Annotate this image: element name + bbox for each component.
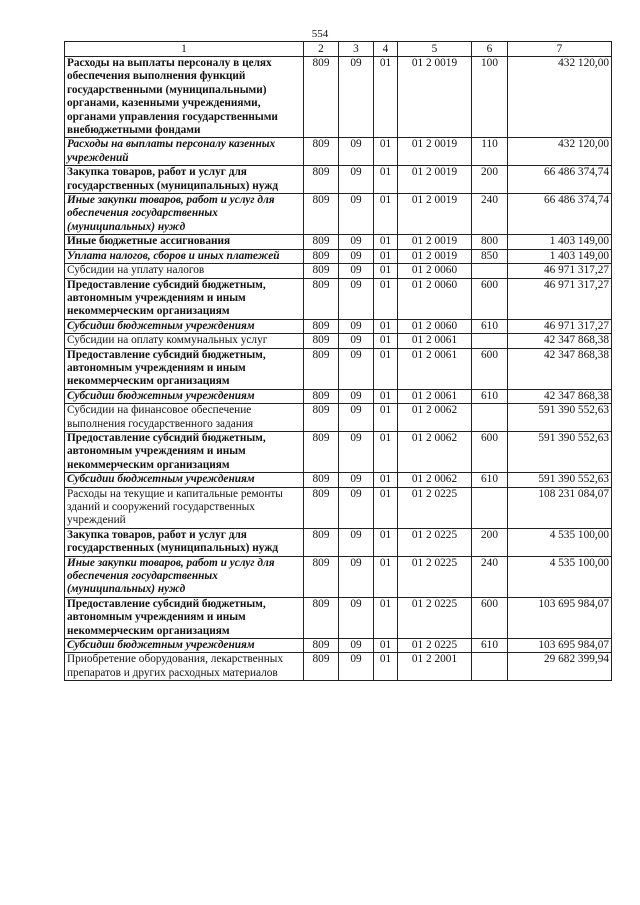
row-name-cell: Иные закупки товаров, работ и услуг для обеспечения государственных (муниципальных) нужд bbox=[65, 194, 304, 235]
row-sum-cell: 66 486 374,74 bbox=[508, 166, 612, 194]
row-ved-cell: 809 bbox=[304, 57, 339, 138]
table-row bbox=[65, 404, 612, 432]
row-ved-cell: 809 bbox=[304, 264, 339, 278]
row-csr-cell: 01 2 0062 bbox=[398, 431, 472, 472]
row-ved-cell: 809 bbox=[304, 404, 339, 432]
row-csr-cell: 01 2 0225 bbox=[398, 528, 472, 556]
row-csr-cell: 01 2 0225 bbox=[398, 597, 472, 638]
row-vr-cell: 600 bbox=[472, 348, 508, 389]
row-sum-cell: 46 971 317,27 bbox=[508, 278, 612, 319]
row-csr-cell: 01 2 0225 bbox=[398, 487, 472, 528]
row-name-cell: Субсидии на оплату коммунальных услуг bbox=[65, 334, 304, 348]
table-row bbox=[65, 597, 612, 638]
row-csr-cell: 01 2 0060 bbox=[398, 264, 472, 278]
row-pr-cell: 01 bbox=[374, 319, 398, 333]
row-name-cell: Приобретение оборудования, лекарственных препаратов и других расходных материалов bbox=[65, 653, 304, 681]
table-row bbox=[65, 249, 612, 263]
row-csr-cell: 01 2 0019 bbox=[398, 194, 472, 235]
row-sum-cell: 29 682 399,94 bbox=[508, 653, 612, 681]
row-sum-cell: 108 231 084,07 bbox=[508, 487, 612, 528]
table-row bbox=[65, 166, 612, 194]
row-name-cell: Предоставление субсидий бюджетным, автономным учреждениям и иным некоммерческим организациям bbox=[65, 431, 304, 472]
table-row bbox=[65, 319, 612, 333]
row-name-cell: Расходы на выплаты персоналу казенных учреждений bbox=[65, 138, 304, 166]
row-ved-cell: 809 bbox=[304, 166, 339, 194]
row-pr-cell: 01 bbox=[374, 473, 398, 487]
budget-table bbox=[64, 41, 612, 681]
row-csr-cell: 01 2 0062 bbox=[398, 404, 472, 432]
row-rz-cell: 09 bbox=[339, 348, 374, 389]
header-row bbox=[65, 42, 612, 57]
row-name-cell: Закупка товаров, работ и услуг для государственных (муниципальных) нужд bbox=[65, 528, 304, 556]
row-pr-cell: 01 bbox=[374, 597, 398, 638]
row-csr-cell: 01 2 0225 bbox=[398, 639, 472, 653]
row-sum-cell: 432 120,00 bbox=[508, 57, 612, 138]
header-col-5: 5 bbox=[398, 42, 472, 57]
table-row bbox=[65, 639, 612, 653]
row-sum-cell: 591 390 552,63 bbox=[508, 431, 612, 472]
row-name-cell: Расходы на выплаты персоналу в целях обеспечения выполнения функций государственными (муниципальными) органами, казенными учреждениями, органами управления государственными внебюджетными фондами bbox=[65, 57, 304, 138]
row-sum-cell: 4 535 100,00 bbox=[508, 528, 612, 556]
row-rz-cell: 09 bbox=[339, 249, 374, 263]
row-csr-cell: 01 2 2001 bbox=[398, 653, 472, 681]
row-pr-cell: 01 bbox=[374, 653, 398, 681]
row-csr-cell: 01 2 0225 bbox=[398, 556, 472, 597]
row-rz-cell: 09 bbox=[339, 278, 374, 319]
row-name-cell: Предоставление субсидий бюджетным, автономным учреждениям и иным некоммерческим организациям bbox=[65, 278, 304, 319]
row-vr-cell: 610 bbox=[472, 639, 508, 653]
row-ved-cell: 809 bbox=[304, 348, 339, 389]
row-rz-cell: 09 bbox=[339, 138, 374, 166]
row-name-cell: Предоставление субсидий бюджетным, автономным учреждениям и иным некоммерческим организациям bbox=[65, 597, 304, 638]
row-vr-cell: 610 bbox=[472, 473, 508, 487]
row-vr-cell: 100 bbox=[472, 57, 508, 138]
row-sum-cell: 103 695 984,07 bbox=[508, 639, 612, 653]
row-ved-cell: 809 bbox=[304, 431, 339, 472]
row-vr-cell bbox=[472, 487, 508, 528]
table-row bbox=[65, 528, 612, 556]
header-col-2: 2 bbox=[304, 42, 339, 57]
row-csr-cell: 01 2 0019 bbox=[398, 235, 472, 249]
row-pr-cell: 01 bbox=[374, 431, 398, 472]
row-vr-cell bbox=[472, 653, 508, 681]
row-sum-cell: 4 535 100,00 bbox=[508, 556, 612, 597]
row-pr-cell: 01 bbox=[374, 57, 398, 138]
row-rz-cell: 09 bbox=[339, 264, 374, 278]
row-name-cell: Субсидии бюджетным учреждениям bbox=[65, 639, 304, 653]
row-vr-cell: 240 bbox=[472, 556, 508, 597]
row-csr-cell: 01 2 0061 bbox=[398, 389, 472, 403]
row-vr-cell: 600 bbox=[472, 278, 508, 319]
table-row bbox=[65, 194, 612, 235]
header-col-7: 7 bbox=[508, 42, 612, 57]
row-pr-cell: 01 bbox=[374, 639, 398, 653]
row-ved-cell: 809 bbox=[304, 278, 339, 319]
row-vr-cell: 240 bbox=[472, 194, 508, 235]
row-vr-cell: 600 bbox=[472, 597, 508, 638]
row-pr-cell: 01 bbox=[374, 334, 398, 348]
header-col-6: 6 bbox=[472, 42, 508, 57]
row-pr-cell: 01 bbox=[374, 348, 398, 389]
row-pr-cell: 01 bbox=[374, 278, 398, 319]
row-rz-cell: 09 bbox=[339, 473, 374, 487]
row-name-cell: Расходы на текущие и капитальные ремонты зданий и сооружений государственных учреждений bbox=[65, 487, 304, 528]
row-ved-cell: 809 bbox=[304, 653, 339, 681]
table-row bbox=[65, 138, 612, 166]
row-sum-cell: 1 403 149,00 bbox=[508, 235, 612, 249]
row-pr-cell: 01 bbox=[374, 528, 398, 556]
row-rz-cell: 09 bbox=[339, 235, 374, 249]
table-row bbox=[65, 334, 612, 348]
table-row bbox=[65, 264, 612, 278]
table-row bbox=[65, 389, 612, 403]
row-rz-cell: 09 bbox=[339, 166, 374, 194]
row-sum-cell: 46 971 317,27 bbox=[508, 264, 612, 278]
row-pr-cell: 01 bbox=[374, 194, 398, 235]
table-row bbox=[65, 57, 612, 138]
table-row bbox=[65, 556, 612, 597]
row-ved-cell: 809 bbox=[304, 487, 339, 528]
row-pr-cell: 01 bbox=[374, 487, 398, 528]
row-pr-cell: 01 bbox=[374, 404, 398, 432]
row-vr-cell: 600 bbox=[472, 431, 508, 472]
row-csr-cell: 01 2 0060 bbox=[398, 278, 472, 319]
row-ved-cell: 809 bbox=[304, 334, 339, 348]
row-pr-cell: 01 bbox=[374, 166, 398, 194]
row-vr-cell bbox=[472, 264, 508, 278]
row-vr-cell bbox=[472, 404, 508, 432]
header-col-1: 1 bbox=[65, 42, 304, 57]
row-rz-cell: 09 bbox=[339, 389, 374, 403]
row-rz-cell: 09 bbox=[339, 431, 374, 472]
table-row bbox=[65, 235, 612, 249]
row-name-cell: Субсидии на уплату налогов bbox=[65, 264, 304, 278]
row-rz-cell: 09 bbox=[339, 487, 374, 528]
row-vr-cell: 850 bbox=[472, 249, 508, 263]
row-sum-cell: 46 971 317,27 bbox=[508, 319, 612, 333]
row-vr-cell: 200 bbox=[472, 528, 508, 556]
row-pr-cell: 01 bbox=[374, 138, 398, 166]
row-rz-cell: 09 bbox=[339, 404, 374, 432]
table-row bbox=[65, 278, 612, 319]
row-rz-cell: 09 bbox=[339, 319, 374, 333]
table-row bbox=[65, 473, 612, 487]
row-sum-cell: 591 390 552,63 bbox=[508, 473, 612, 487]
row-vr-cell: 610 bbox=[472, 319, 508, 333]
row-ved-cell: 809 bbox=[304, 639, 339, 653]
row-vr-cell bbox=[472, 334, 508, 348]
row-pr-cell: 01 bbox=[374, 235, 398, 249]
table-row bbox=[65, 653, 612, 681]
row-csr-cell: 01 2 0060 bbox=[398, 319, 472, 333]
row-name-cell: Иные бюджетные ассигнования bbox=[65, 235, 304, 249]
row-ved-cell: 809 bbox=[304, 556, 339, 597]
row-name-cell: Субсидии на финансовое обеспечение выполнения государственного задания bbox=[65, 404, 304, 432]
row-ved-cell: 809 bbox=[304, 528, 339, 556]
row-ved-cell: 809 bbox=[304, 138, 339, 166]
row-rz-cell: 09 bbox=[339, 528, 374, 556]
header-col-3: 3 bbox=[339, 42, 374, 57]
row-ved-cell: 809 bbox=[304, 319, 339, 333]
row-rz-cell: 09 bbox=[339, 597, 374, 638]
row-name-cell: Предоставление субсидий бюджетным, автономным учреждениям и иным некоммерческим организациям bbox=[65, 348, 304, 389]
row-name-cell: Закупка товаров, работ и услуг для государственных (муниципальных) нужд bbox=[65, 166, 304, 194]
table-row bbox=[65, 487, 612, 528]
row-name-cell: Субсидии бюджетным учреждениям bbox=[65, 389, 304, 403]
page-number: 554 bbox=[311, 28, 329, 40]
row-rz-cell: 09 bbox=[339, 334, 374, 348]
header-col-4: 4 bbox=[374, 42, 398, 57]
row-sum-cell: 432 120,00 bbox=[508, 138, 612, 166]
row-pr-cell: 01 bbox=[374, 389, 398, 403]
row-ved-cell: 809 bbox=[304, 473, 339, 487]
row-csr-cell: 01 2 0061 bbox=[398, 348, 472, 389]
row-rz-cell: 09 bbox=[339, 194, 374, 235]
row-ved-cell: 809 bbox=[304, 235, 339, 249]
row-ved-cell: 809 bbox=[304, 194, 339, 235]
row-rz-cell: 09 bbox=[339, 639, 374, 653]
row-rz-cell: 09 bbox=[339, 653, 374, 681]
row-name-cell: Иные закупки товаров, работ и услуг для обеспечения государственных (муниципальных) нужд bbox=[65, 556, 304, 597]
row-sum-cell: 42 347 868,38 bbox=[508, 334, 612, 348]
row-ved-cell: 809 bbox=[304, 249, 339, 263]
row-name-cell: Субсидии бюджетным учреждениям bbox=[65, 473, 304, 487]
row-name-cell: Субсидии бюджетным учреждениям bbox=[65, 319, 304, 333]
row-sum-cell: 591 390 552,63 bbox=[508, 404, 612, 432]
row-csr-cell: 01 2 0019 bbox=[398, 138, 472, 166]
row-csr-cell: 01 2 0019 bbox=[398, 57, 472, 138]
row-pr-cell: 01 bbox=[374, 264, 398, 278]
row-pr-cell: 01 bbox=[374, 249, 398, 263]
row-ved-cell: 809 bbox=[304, 597, 339, 638]
table-body bbox=[65, 57, 612, 681]
row-sum-cell: 42 347 868,38 bbox=[508, 389, 612, 403]
row-sum-cell: 66 486 374,74 bbox=[508, 194, 612, 235]
row-vr-cell: 800 bbox=[472, 235, 508, 249]
row-sum-cell: 103 695 984,07 bbox=[508, 597, 612, 638]
row-csr-cell: 01 2 0062 bbox=[398, 473, 472, 487]
row-csr-cell: 01 2 0019 bbox=[398, 166, 472, 194]
row-ved-cell: 809 bbox=[304, 389, 339, 403]
row-vr-cell: 200 bbox=[472, 166, 508, 194]
row-name-cell: Уплата налогов, сборов и иных платежей bbox=[65, 249, 304, 263]
row-sum-cell: 42 347 868,38 bbox=[508, 348, 612, 389]
row-rz-cell: 09 bbox=[339, 556, 374, 597]
row-csr-cell: 01 2 0061 bbox=[398, 334, 472, 348]
row-vr-cell: 610 bbox=[472, 389, 508, 403]
row-pr-cell: 01 bbox=[374, 556, 398, 597]
row-csr-cell: 01 2 0019 bbox=[398, 249, 472, 263]
table-row bbox=[65, 348, 612, 389]
table-row bbox=[65, 431, 612, 472]
row-vr-cell: 110 bbox=[472, 138, 508, 166]
row-rz-cell: 09 bbox=[339, 57, 374, 138]
row-sum-cell: 1 403 149,00 bbox=[508, 249, 612, 263]
